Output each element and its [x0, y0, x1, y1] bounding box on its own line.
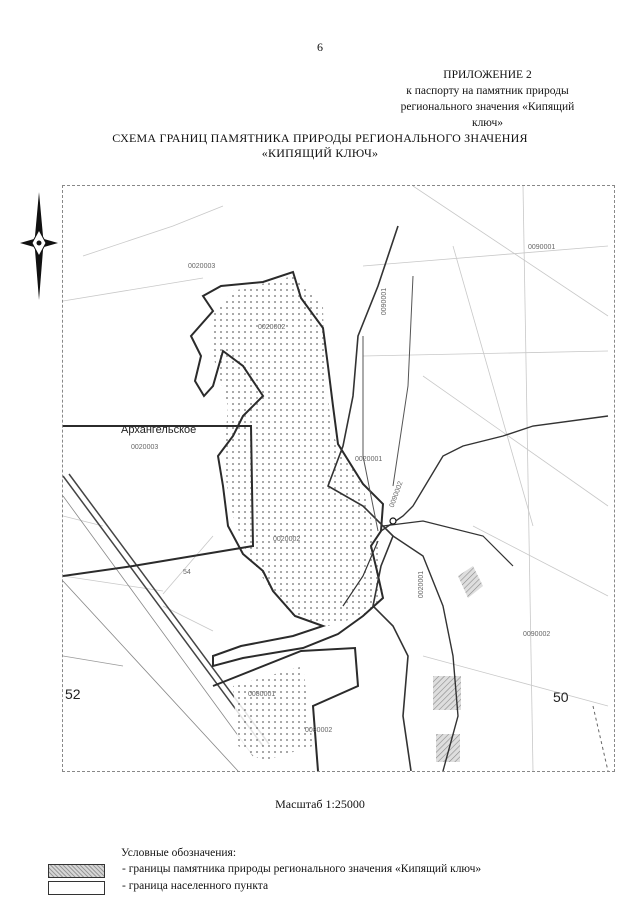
appendix-line-3: регионального значения «Кипящий: [400, 101, 575, 113]
scale-caption: Масштаб 1:25000: [275, 797, 365, 811]
road-line-2: [393, 276, 413, 486]
north-arrow-compass-icon: [18, 190, 60, 302]
legend-title: Условные обозначения:: [121, 847, 237, 859]
stream-branch: [381, 416, 608, 531]
appendix-header: [360, 67, 615, 131]
parcel-label: 0090002: [523, 631, 551, 638]
parcel-label: 0090001: [528, 244, 556, 251]
parcel-label: 0080002: [305, 727, 333, 734]
boundary-map: [62, 185, 615, 772]
parcel-label: 0020003: [131, 444, 159, 451]
scheme-title-line-1: СХЕМА ГРАНИЦ ПАМЯТНИКА ПРИРОДЫ РЕГИОНАЛЬНОГО ЗНАЧЕНИЯ: [112, 131, 528, 145]
hatched-swatch-icon: [48, 864, 105, 878]
page-number: 6: [317, 40, 323, 54]
sheet-number-50: 50: [553, 689, 569, 705]
scheme-title: [0, 131, 640, 161]
appendix-line-4: ключ»: [471, 117, 503, 129]
scheme-title-line-2: «КИПЯЩИЙ КЛЮЧ»: [261, 146, 379, 160]
village-label: Архангельское: [121, 424, 197, 436]
parcel-label: 0020003: [188, 263, 216, 270]
legend-item: [48, 881, 608, 895]
legend-item-label: - граница населенного пункта: [122, 880, 269, 892]
appendix-line-1: ПРИЛОЖЕНИЕ 2: [443, 69, 532, 81]
monument-areas: [433, 566, 483, 762]
parcel-label: 0020002: [273, 536, 301, 543]
parcel-label: 0080001: [248, 691, 276, 698]
parcel-label: 0020002: [258, 324, 286, 331]
parcel-label: 0020001: [355, 456, 383, 463]
legend-item-label: - границы памятника природы регионального значения «Кипящий ключ»: [122, 863, 482, 875]
parcel-label: 0020001: [418, 570, 426, 599]
legend-item: [48, 864, 608, 878]
parcel-label: 0090002: [388, 480, 405, 509]
outline-swatch-icon: [48, 881, 105, 895]
appendix-line-2: к паспорту на памятник природы: [406, 85, 569, 97]
parcel-label: 0090001: [381, 287, 389, 316]
parcel-label: 54: [183, 569, 191, 576]
sheet-number-52: 52: [65, 686, 81, 702]
